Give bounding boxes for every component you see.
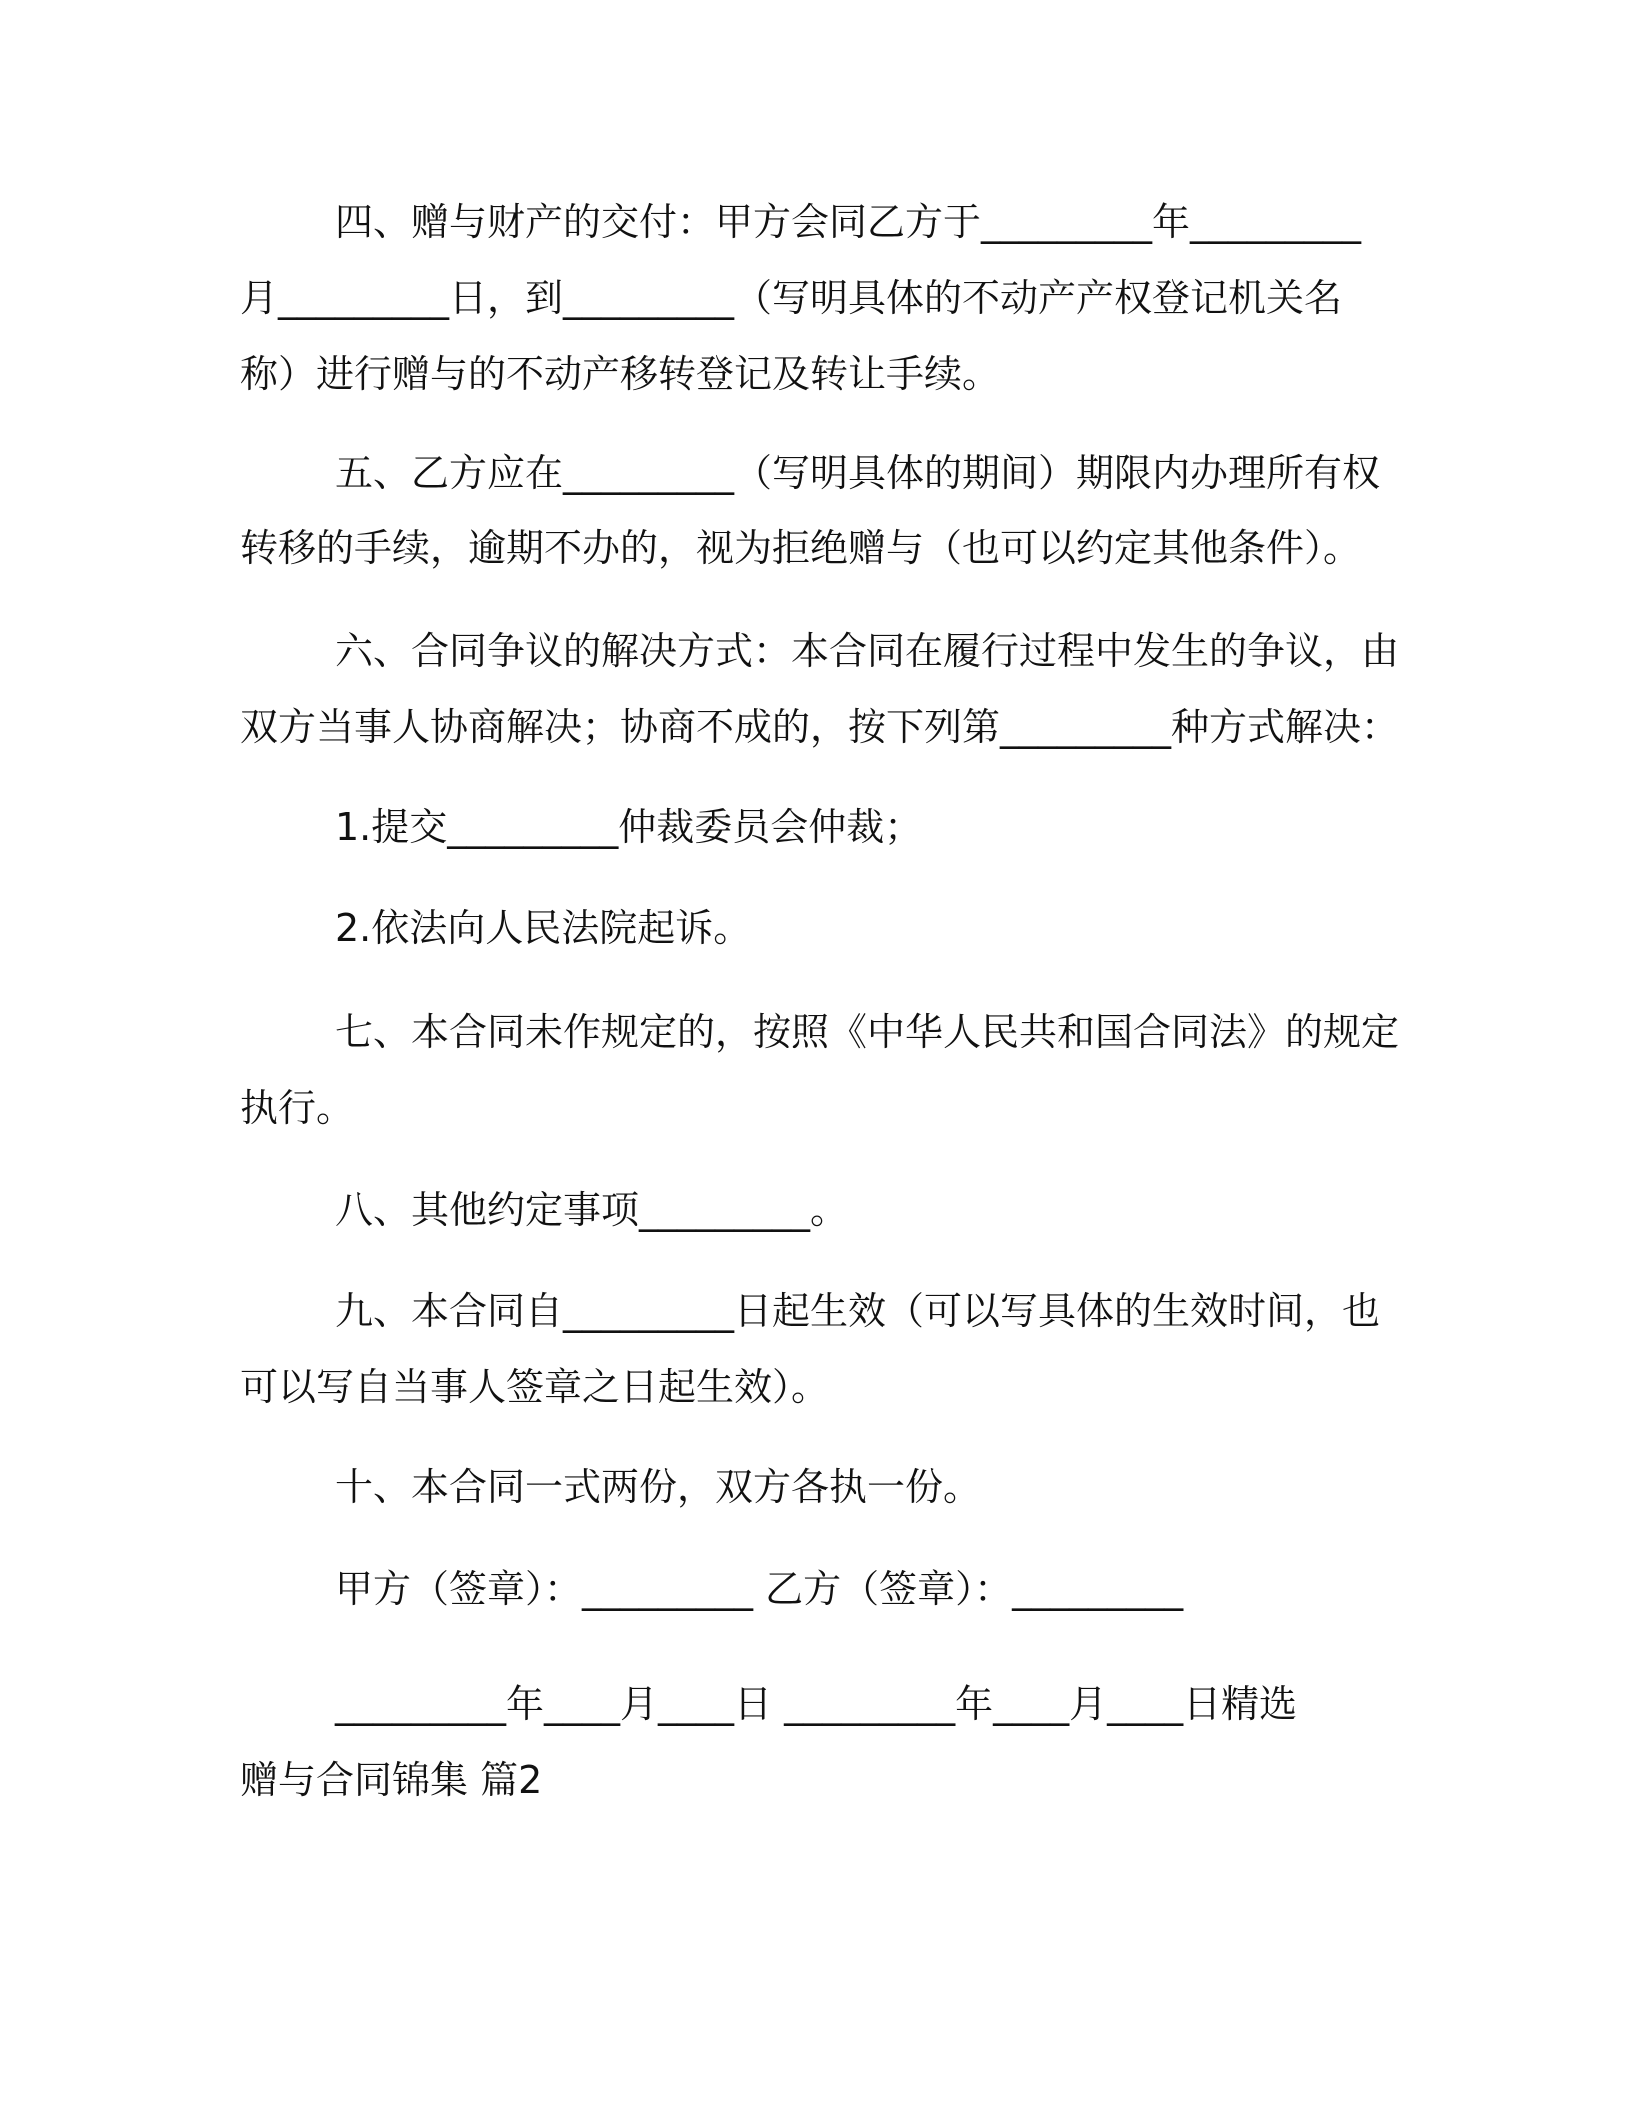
clause-7-line-2: 执行。 (240, 1086, 355, 1130)
clause-6-line-2: 双方当事人协商解决；协商不成的，按下列第_________种方式解决： (240, 705, 1400, 749)
clause-8-line: 八、其他约定事项_________。 (335, 1188, 849, 1232)
clause-6-line-1: 六、合同争议的解决方式：本合同在履行过程中发生的争议，由 (335, 629, 1400, 673)
clause-6-option-2: 2.依法向人民法院起诉。 (335, 906, 752, 950)
clause-7-line-1: 七、本合同未作规定的，按照《中华人民共和国合同法》的规定 (335, 1010, 1400, 1054)
clause-9-line-1: 九、本合同自_________日起生效（可以写具体的生效时间，也 (335, 1289, 1381, 1333)
clause-5-line-1: 五、乙方应在_________（写明具体的期间）期限内办理所有权 (335, 451, 1381, 495)
date-line: _________年____月____日 _________年____月____日精选 (335, 1682, 1298, 1726)
signature-line: 甲方（签章）：_________ 乙方（签章）：_________ (335, 1567, 1184, 1611)
clause-5-line-2: 转移的手续，逾期不办的，视为拒绝赠与（也可以约定其他条件）。 (240, 526, 1362, 570)
clause-9-line-2: 可以写自当事人签章之日起生效）。 (240, 1365, 830, 1409)
clause-4-line-1: 四、赠与财产的交付：甲方会同乙方于_________年_________ (335, 200, 1362, 244)
clause-10-line: 十、本合同一式两份，双方各执一份。 (335, 1465, 982, 1509)
clause-4-line-2: 月_________日，到_________（写明具体的不动产产权登记机关名 (240, 276, 1343, 320)
section-heading: 赠与合同锦集 篇2 (240, 1758, 543, 1802)
clause-4-line-3: 称）进行赠与的不动产移转登记及转让手续。 (240, 352, 1001, 396)
clause-6-option-1: 1.提交_________仲裁委员会仲裁； (335, 805, 923, 849)
